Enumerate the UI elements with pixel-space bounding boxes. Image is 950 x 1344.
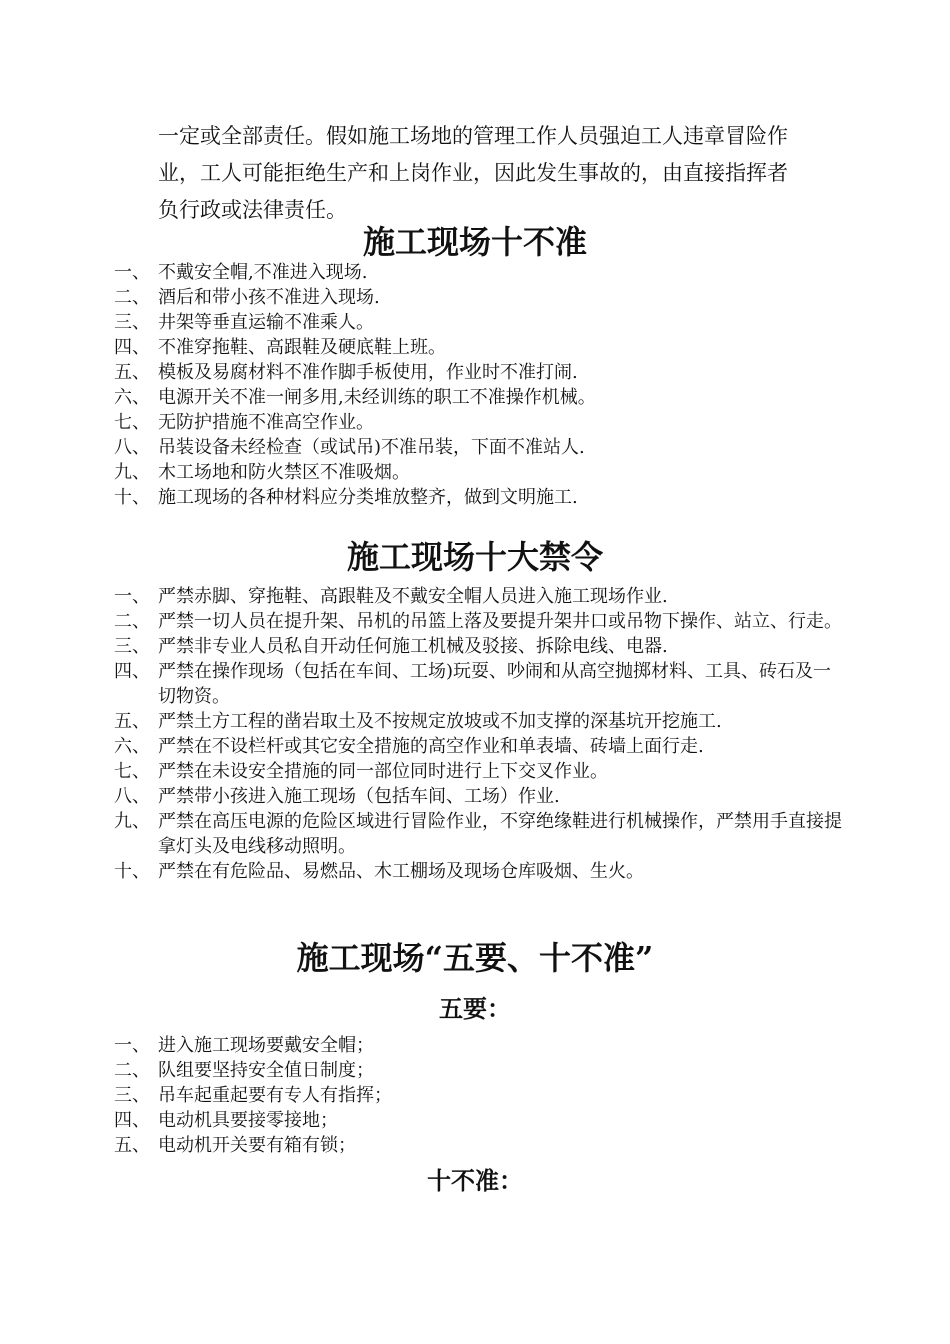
section3-title: 施工现场“五要、十不准” <box>296 939 654 977</box>
intro-paragraph <box>158 118 848 229</box>
item-number: 五、 <box>114 362 150 383</box>
section2-title: 施工现场十大禁令 <box>346 538 603 576</box>
item-text: 严禁在不设栏杆或其它安全措施的高空作业和单表墙、砖墙上面行走. <box>158 736 704 757</box>
list-item <box>114 1033 844 1058</box>
item-number: 八、 <box>114 786 150 807</box>
shibuzhun-subtitle: 十不准： <box>427 1166 523 1195</box>
item-number: 四、 <box>114 337 150 358</box>
item-number: 三、 <box>114 1085 150 1106</box>
list-item <box>114 759 844 784</box>
item-text: 严禁非专业人员私自开动任何施工机械及驳接、拆除电线、电器. <box>158 636 668 657</box>
list-item <box>114 1058 844 1083</box>
intro-line: 负行政或法律责任。 <box>158 198 347 222</box>
item-number: 四、 <box>114 661 150 682</box>
list-item <box>114 1133 844 1158</box>
list-item <box>114 360 844 385</box>
list-item <box>114 784 844 809</box>
list-item <box>114 410 844 435</box>
item-text: 电源开关不准一闸多用,未经训练的职工不准操作机械。 <box>158 387 596 408</box>
item-number: 三、 <box>114 312 150 333</box>
list-item <box>114 385 844 410</box>
item-number: 九、 <box>114 462 150 483</box>
wuyao-list <box>114 1033 844 1158</box>
item-text: 严禁一切人员在提升架、吊机的吊篮上落及要提升架井口或吊物下操作、站立、行走。 <box>158 611 842 632</box>
item-number: 一、 <box>114 262 150 283</box>
item-number: 五、 <box>114 1135 150 1156</box>
item-text: 严禁在未设安全措施的同一部位同时进行上下交叉作业。 <box>158 761 608 782</box>
list-item <box>114 1083 844 1108</box>
list-item <box>114 634 844 659</box>
list-item <box>114 859 844 884</box>
list-item <box>114 709 844 734</box>
item-number: 十、 <box>114 861 150 882</box>
item-text: 酒后和带小孩不准进入现场. <box>158 287 380 308</box>
item-number: 七、 <box>114 761 150 782</box>
item-number: 三、 <box>114 636 150 657</box>
list-item <box>114 435 844 460</box>
item-text: 电动机开关要有箱有锁； <box>158 1135 356 1156</box>
item-text: 不准穿拖鞋、高跟鞋及硬底鞋上班。 <box>158 337 446 358</box>
item-text: 严禁在操作现场（包括在车间、工场)玩耍、吵闹和从高空抛掷材料、工具、砖石及一切物资。 <box>158 661 832 707</box>
list-item <box>114 310 844 335</box>
list-item <box>114 1108 844 1133</box>
item-text: 模板及易腐材料不准作脚手板使用，作业时不准打闹. <box>158 362 578 383</box>
item-text: 不戴安全帽,不准进入现场. <box>158 262 368 283</box>
list-item <box>114 460 844 485</box>
item-number: 十、 <box>114 487 150 508</box>
item-number: 六、 <box>114 736 150 757</box>
item-text: 电动机具要接零接地； <box>158 1110 338 1131</box>
item-text: 进入施工现场要戴安全帽； <box>158 1035 374 1056</box>
item-number: 二、 <box>114 287 150 308</box>
section1-title: 施工现场十不准 <box>362 223 587 261</box>
item-text: 吊装设备未经检查（或试吊)不准吊装，下面不准站人. <box>158 437 585 458</box>
list-item <box>114 260 844 285</box>
item-number: 四、 <box>114 1110 150 1131</box>
list-item <box>114 659 844 709</box>
intro-line: 业，工人可能拒绝生产和上岗作业，因此发生事故的，由直接指挥者 <box>158 161 788 185</box>
item-number: 二、 <box>114 1060 150 1081</box>
list-item <box>114 335 844 360</box>
item-text: 严禁土方工程的凿岩取土及不按规定放坡或不加支撑的深基坑开挖施工. <box>158 711 722 732</box>
item-text: 严禁在有危险品、易燃品、木工棚场及现场仓库吸烟、生火。 <box>158 861 644 882</box>
item-number: 一、 <box>114 1035 150 1056</box>
item-number: 二、 <box>114 611 150 632</box>
item-text: 吊车起重起要有专人有指挥； <box>158 1085 392 1106</box>
item-number: 一、 <box>114 586 150 607</box>
item-number: 五、 <box>114 711 150 732</box>
item-text: 严禁带小孩进入施工现场（包括车间、工场）作业. <box>158 786 560 807</box>
item-number: 八、 <box>114 437 150 458</box>
item-text: 施工现场的各种材料应分类堆放整齐，做到文明施工. <box>158 487 578 508</box>
item-text: 木工场地和防火禁区不准吸烟。 <box>158 462 410 483</box>
list-item <box>114 485 844 510</box>
section2-list <box>114 584 844 884</box>
item-text: 严禁赤脚、穿拖鞋、高跟鞋及不戴安全帽人员进入施工现场作业. <box>158 586 668 607</box>
list-item <box>114 285 844 310</box>
wuyao-subtitle: 五要： <box>439 994 511 1023</box>
list-item <box>114 809 844 859</box>
list-item <box>114 734 844 759</box>
item-number: 七、 <box>114 412 150 433</box>
section1-list <box>114 260 844 510</box>
list-item <box>114 584 844 609</box>
intro-line: 一定或全部责任。假如施工场地的管理工作人员强迫工人违章冒险作 <box>158 124 788 148</box>
item-text: 队组要坚持安全值日制度； <box>158 1060 374 1081</box>
item-number: 六、 <box>114 387 150 408</box>
item-number: 九、 <box>114 811 150 832</box>
item-text: 严禁在高压电源的危险区域进行冒险作业，不穿绝缘鞋进行机械操作，严禁用手直接提拿灯头及电线移动照明。 <box>158 811 842 857</box>
item-text: 无防护措施不准高空作业。 <box>158 412 374 433</box>
item-text: 井架等垂直运输不准乘人。 <box>158 312 374 333</box>
list-item <box>114 609 844 634</box>
